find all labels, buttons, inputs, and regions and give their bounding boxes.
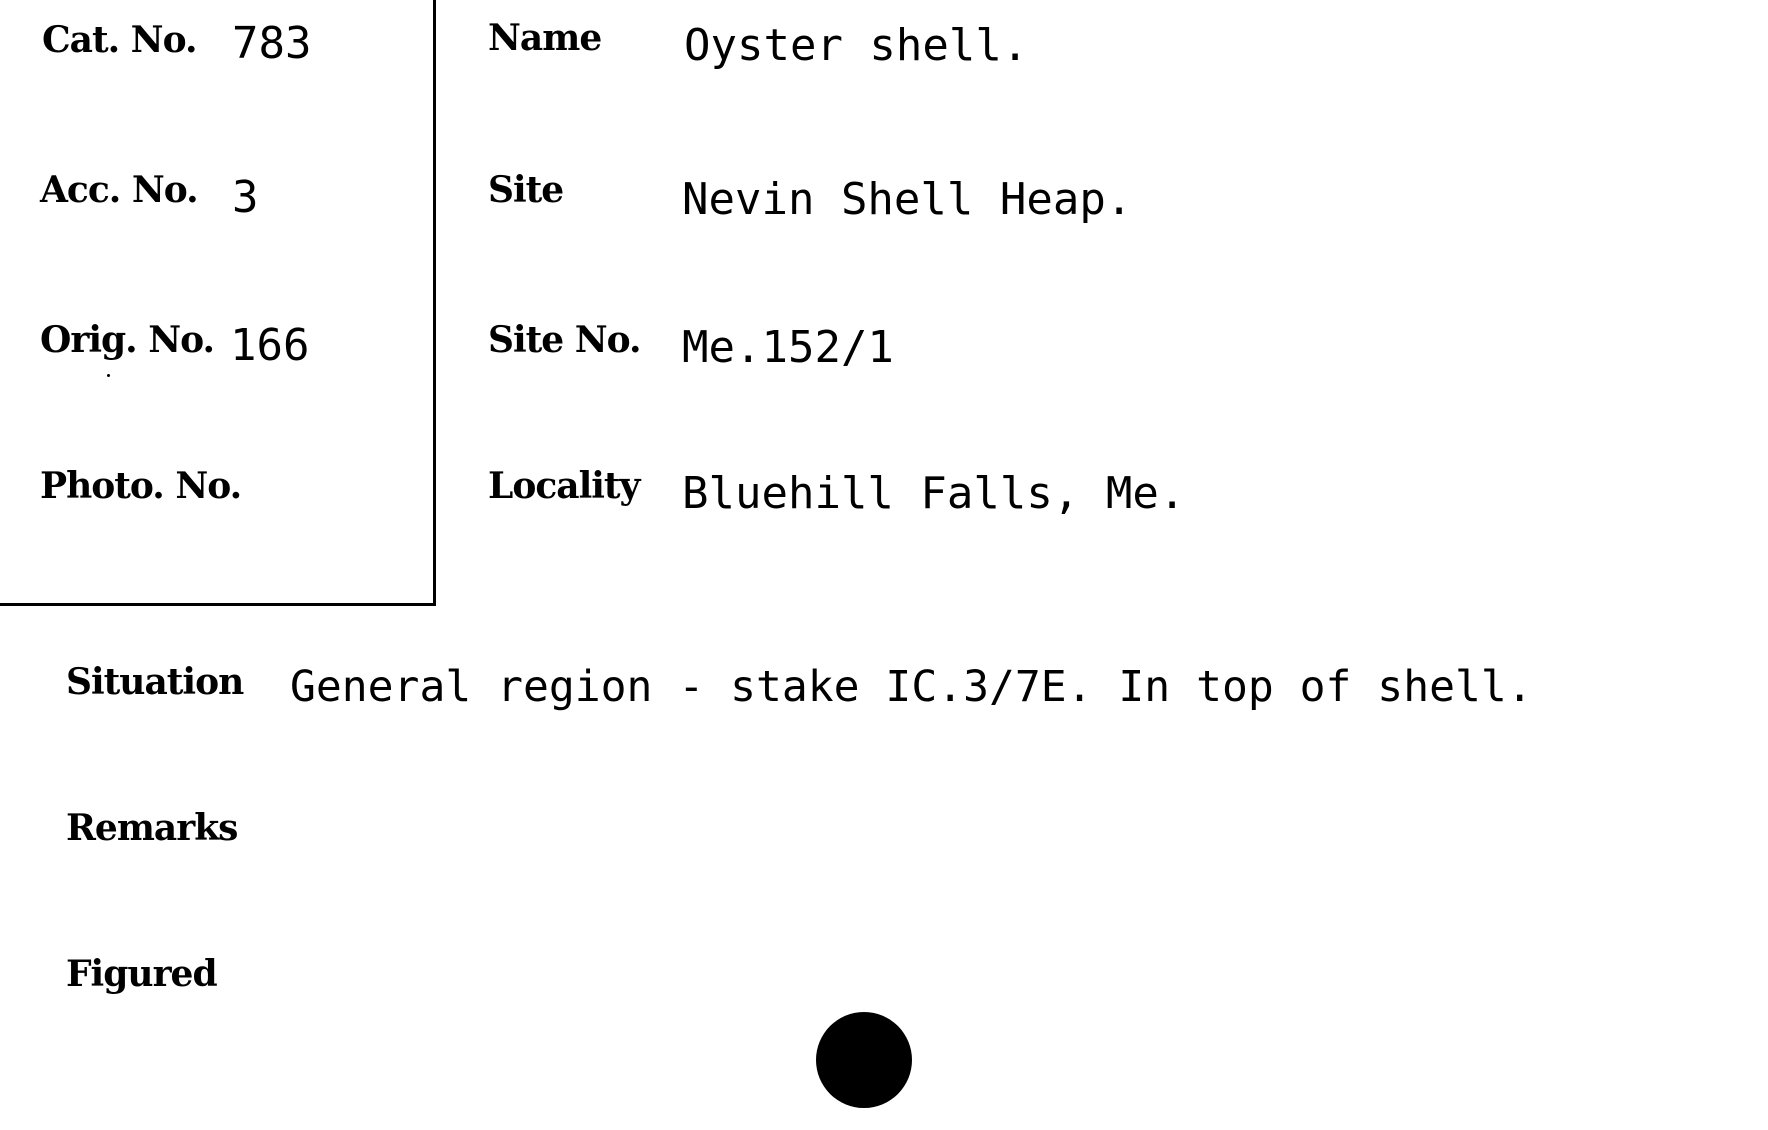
site-value: Nevin Shell Heap. (682, 174, 1133, 225)
number-box (0, 0, 436, 606)
name-label: Name (488, 17, 602, 59)
site-no-value: Me.152/1 (682, 322, 894, 373)
punch-hole (816, 1012, 912, 1108)
acc-no-value: 3 (232, 172, 259, 223)
locality-label: Locality (488, 465, 640, 507)
remarks-label: Remarks (66, 807, 238, 849)
photo-no-label: Photo. No. (40, 465, 242, 507)
situation-value: General region - stake IC.3/7E. In top of shell. (290, 662, 1533, 712)
site-label: Site (488, 169, 564, 211)
acc-no-label: Acc. No. (40, 169, 198, 211)
ink-speck (107, 374, 110, 377)
name-value: Oyster shell. (684, 20, 1029, 71)
figured-label: Figured (66, 953, 217, 995)
situation-label: Situation (66, 661, 244, 703)
orig-no-label: Orig. No. (40, 319, 215, 361)
site-no-label: Site No. (488, 319, 641, 361)
cat-no-label: Cat. No. (42, 19, 197, 61)
locality-value: Bluehill Falls, Me. (682, 468, 1186, 519)
orig-no-value: 166 (230, 320, 310, 371)
cat-no-value: 783 (232, 18, 312, 69)
